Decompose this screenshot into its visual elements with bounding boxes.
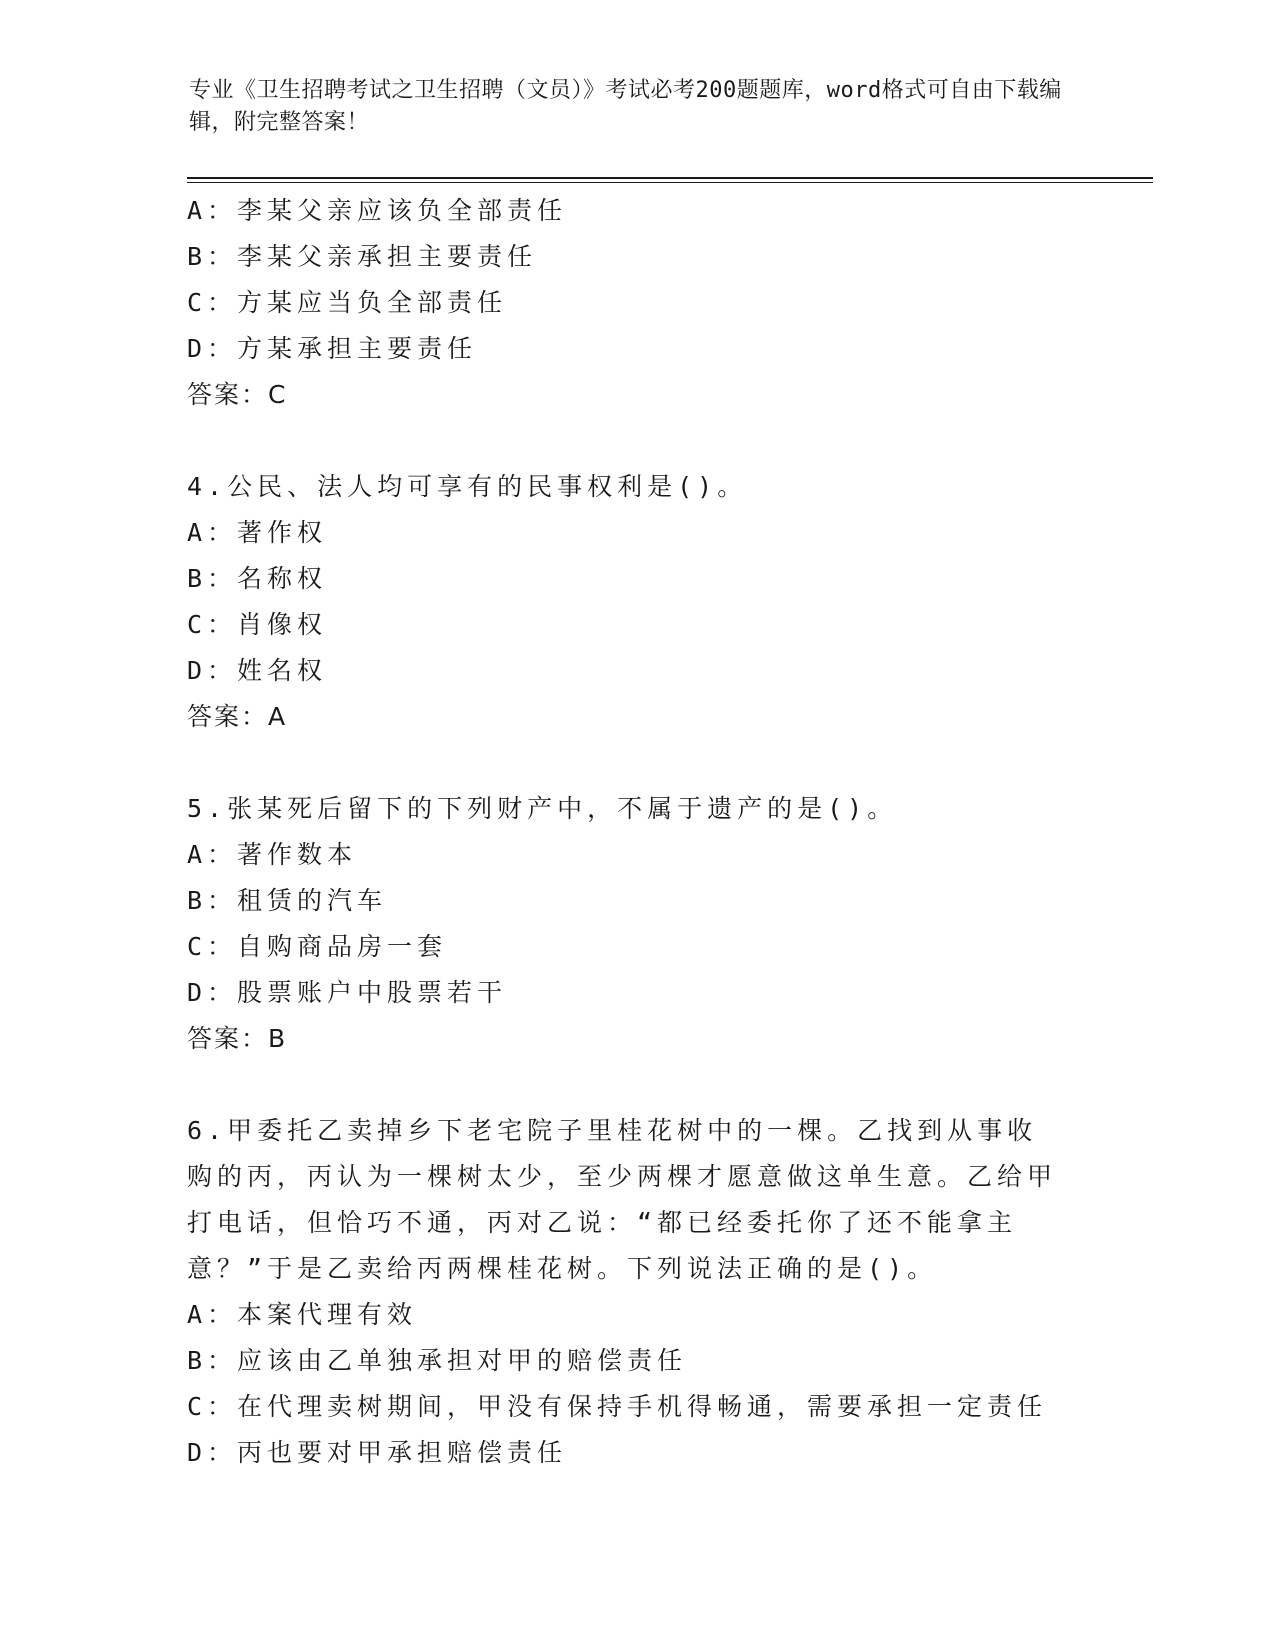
answer-text: 答案：C	[187, 380, 288, 409]
header-divider	[187, 177, 1153, 179]
option-a: A：著作数本	[187, 840, 358, 869]
option-a: A：著作权	[187, 518, 328, 547]
question-block-4	[187, 464, 1067, 740]
option-b: B：应该由乙单独承担对甲的赔偿责任	[187, 1346, 688, 1375]
option-c: C：方某应当负全部责任	[187, 288, 508, 317]
question-stem: 5.张某死后留下的下列财产中，不属于遗产的是()。	[187, 794, 898, 823]
question-block-6	[187, 1108, 1067, 1476]
question-block-5	[187, 786, 1067, 1062]
option-a: A：李某父亲应该负全部责任	[187, 196, 568, 225]
question-stem: 6.甲委托乙卖掉乡下老宅院子里桂花树中的一棵。乙找到从事收购的丙，丙认为一棵树太少，至少两棵才愿意做这单生意。乙给甲打电话，但恰巧不通，丙对乙说：“都已经委托你了还不能拿主意？”于是乙卖给丙两棵桂花树。下列说法正确的是()。	[187, 1116, 1058, 1283]
document-header: 专业《卫生招聘考试之卫生招聘（文员）》考试必考200题题库，word格式可自由下载编辑，附完整答案！	[189, 78, 1062, 135]
option-b: B：名称权	[187, 564, 328, 593]
option-c: C：在代理卖树期间，甲没有保持手机得畅通，需要承担一定责任	[187, 1392, 1048, 1421]
option-d: D：方某承担主要责任	[187, 334, 478, 363]
question-block-3	[187, 188, 1067, 418]
option-a: A：本案代理有效	[187, 1300, 418, 1329]
answer-text: 答案：A	[187, 702, 288, 731]
option-d: D：丙也要对甲承担赔偿责任	[187, 1438, 568, 1467]
option-c: C：自购商品房一套	[187, 932, 448, 961]
question-list	[187, 188, 1067, 1476]
answer-text: 答案：B	[187, 1024, 288, 1053]
option-c: C：肖像权	[187, 610, 328, 639]
option-b: B：李某父亲承担主要责任	[187, 242, 538, 271]
question-stem: 4.公民、法人均可享有的民事权利是()。	[187, 472, 748, 501]
option-d: D：股票账户中股票若干	[187, 978, 508, 1007]
option-d: D：姓名权	[187, 656, 328, 685]
option-b: B：租赁的汽车	[187, 886, 388, 915]
